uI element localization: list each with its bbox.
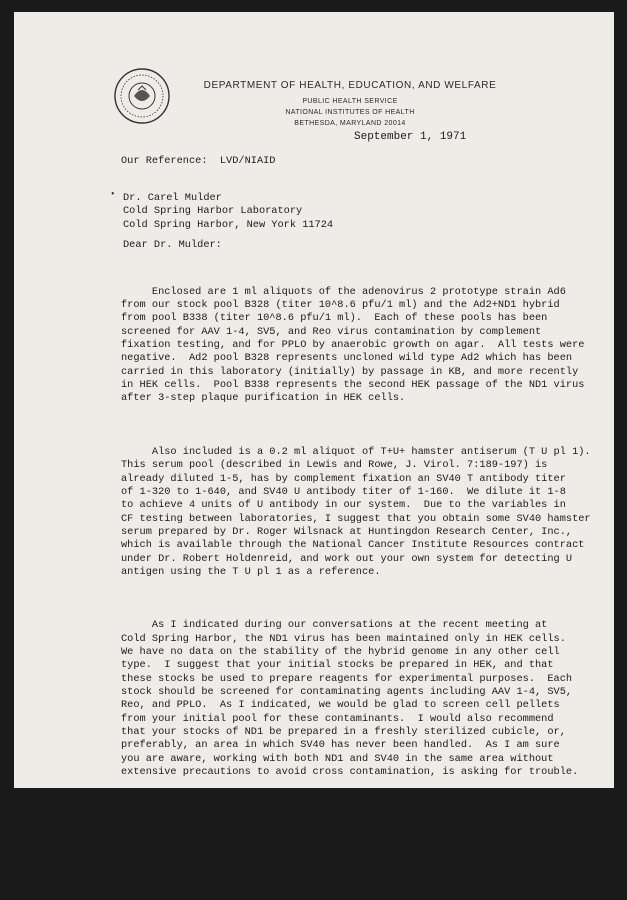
margin-dot: • <box>111 189 115 200</box>
letter-page <box>14 12 614 859</box>
our-reference: Our Reference: LVD/NIAID <box>121 155 276 167</box>
recipient-address <box>123 192 333 232</box>
paragraph-3: As I indicated during our conversations at the recent meeting at Cold Spring Harbor, the ND1 virus has been maintained only in HEK cells. We have no data on the stability of the hybrid genome in any other cell type. I suggest that your initial stocks be prepared in HEK, and that these stocks be used to prepare reagents for experimental purposes. Each stock should be screened for contaminating agents including AAV 1-4, SV5, Reo, and PPLO. As I indicated, we would be glad to screen cell pellets from your initial pool for these contaminants. I would also recommend that your stocks of ND1 be prepared in a freshly sterilized cubicle, or, preferably, an area in which SV40 has never been handled. As I am sure you are aware, working with both ND1 and SV40 in the same area without extensive precautions to avoid cross contamination, is asking for trouble. <box>121 619 579 779</box>
paragraph-2: Also included is a 0.2 ml aliquot of T+U+ hamster antiserum (T U pl 1). This serum pool (described in Lewis and Rowe, J. Virol. 7:189-197) is already diluted 1-5, has by complement fixation an SV40 T antibody titer of 1-320 to 1-640, and SV40 U antibody titer of 1-160. We dilute it 1-8 to achieve 4 units of U antibody in our system. Due to the variables in CF testing between laboratories, I suggest that you obtain some SV40 hamster serum prepared by Dr. Roger Wilsnack at Huntingdon Research Center, Inc., which is available through the National Cancer Institute Resources contract under Dr. Robert Holdenreid, and work out your own system for detecting U antigen using the T U pl 1 as a reference. <box>121 445 591 578</box>
letter-body <box>121 259 611 900</box>
letter-date: September 1, 1971 <box>354 131 467 143</box>
hew-seal-icon <box>112 66 172 126</box>
recipient-org: Cold Spring Harbor Laboratory <box>123 205 303 218</box>
recipient-name: Dr. Carel Mulder <box>123 192 222 204</box>
letterhead-service: PUBLIC HEALTH SERVICE <box>302 98 398 105</box>
recipient-city: Cold Spring Harbor, New York 11724 <box>123 218 334 231</box>
paragraph-1: Enclosed are 1 ml aliquots of the adenovirus 2 prototype strain Ad6 from our stock pool B328 (titer 10^8.6 pfu/1 ml) and the Ad2+ND1 hybrid from pool B338 (titer 10^8.6 pfu/1 ml). Each of these pools has been screened for AAV 1-4, SV5, and Reo virus contamination by complement fixation testing, and for PPLO by anaerobic growth on agar. All tests were negative. Ad2 pool B328 represents uncloned wild type Ad2 which has been carried in this laboratory (initially) by passage in KB, and more recently in HEK cells. Pool B338 represents the second HEK passage of the ND1 virus after 3-step plaque purification in HEK cells. <box>121 285 585 405</box>
paragraph-4: I also indicated during our recent discussions that those of us who are working with these nondefective hybrids are concerned about their ability to infect humans and spread through the general population. Due <box>121 819 566 859</box>
letterhead-department: DEPARTMENT OF HEALTH, EDUCATION, AND WELFARE <box>203 80 497 91</box>
letterhead-institute: NATIONAL INSTITUTES OF HEALTH <box>285 109 415 116</box>
salutation: Dear Dr. Mulder: <box>123 239 222 251</box>
letterhead-city: BETHESDA, MARYLAND 20014 <box>294 120 406 127</box>
